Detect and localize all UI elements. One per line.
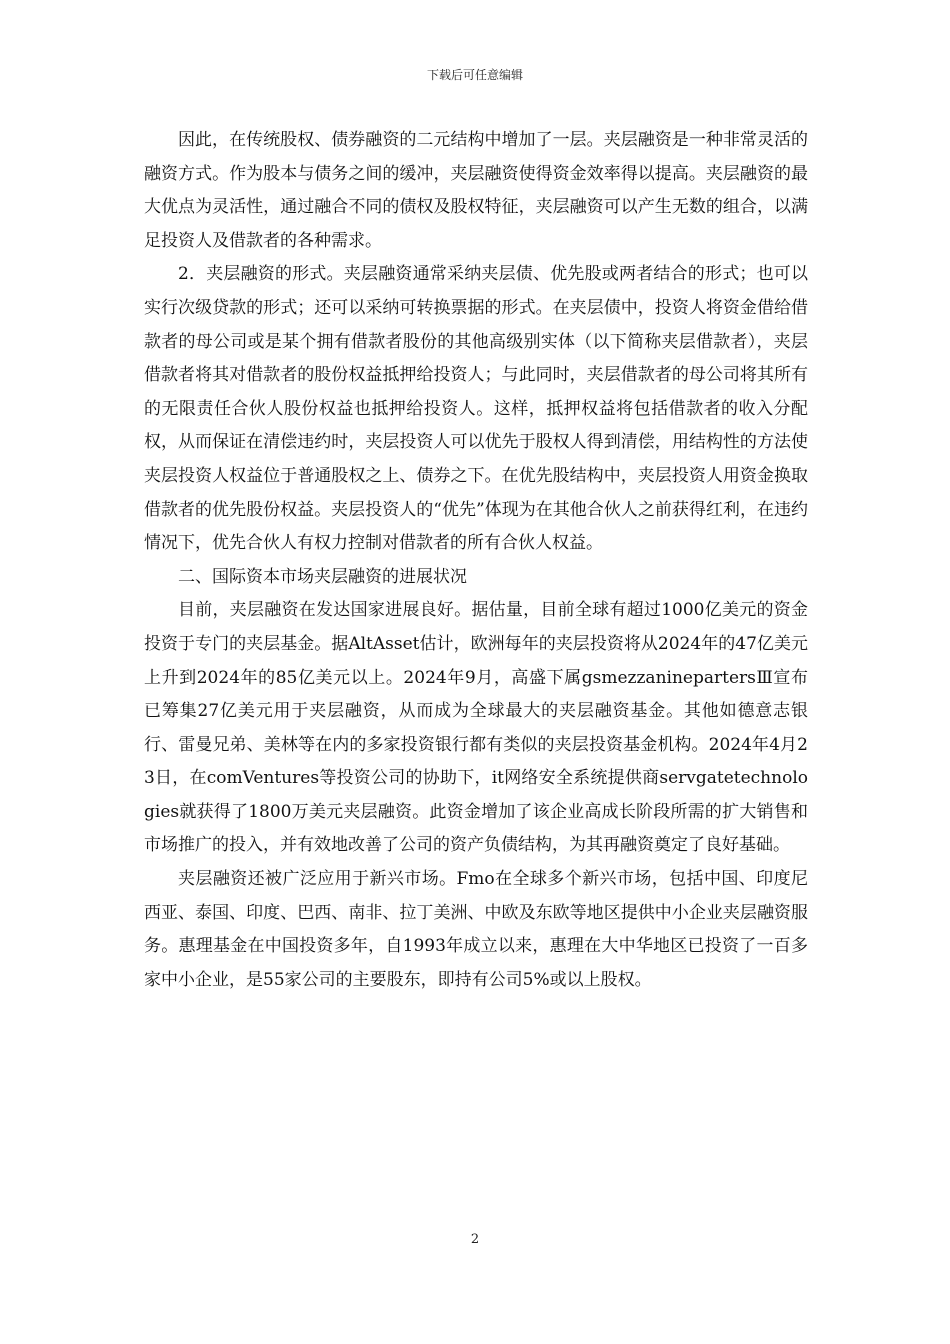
document-body — [144, 124, 808, 997]
paragraph-4: 夹层融资还被广泛应用于新兴市场。Fmo在全球多个新兴市场，包括中国、印度尼西亚、泰国、印度、巴西、南非、拉丁美洲、中欧及东欧等地区提供中小企业夹层融资服务。惠理基金在中国投资多年，自1993年成立以来，惠理在大中华地区已投资了一百多家中小企业，是55家公司的主要股东，即持有公司5%或以上股权。 — [144, 869, 808, 990]
paragraph-1: 因此，在传统股权、债券融资的二元结构中增加了一层。夹层融资是一种非常灵活的融资方式。作为股本与债务之间的缓冲，夹层融资使得资金效率得以提高。夹层融资的最大优点为灵活性，通过融合不同的债权及股权特征，夹层融资可以产生无数的组合，以满足投资人及借款者的各种需求。 — [144, 130, 808, 251]
page-header: 下载后可任意编辑 — [426, 68, 523, 82]
paragraph-3: 目前，夹层融资在发达国家进展良好。据估量，目前全球有超过1000亿美元的资金投资于专门的夹层基金。据AltAsset估计，欧洲每年的夹层投资将从2024年的47亿美元上升到2024年的85亿美元以上。2024年9月，高盛下属gsmezzaninepartersⅢ宣布已筹集27亿美元用于夹层融资，从而成为全球最大的夹层融资基金。其他如德意志银行、雷曼兄弟、美林等在内的多家投资银行都有类似的夹层投资基金机构。2024年4月23日，在comVentures等投资公司的协助下，it网络安全系统提供商servgatetechnologies就获得了1800万美元夹层融资。此资金增加了该企业高成长阶段所需的扩大销售和市场推广的投入，并有效地改善了公司的资产负债结构，为其再融资奠定了良好基础。 — [144, 600, 808, 856]
page-number: 2 — [470, 1232, 480, 1247]
paragraph-2: 2．夹层融资的形式。夹层融资通常采纳夹层债、优先股或两者结合的形式；也可以实行次级贷款的形式；还可以采纳可转换票据的形式。在夹层债中，投资人将资金借给借款者的母公司或是某个拥有借款者股份的其他高级别实体（以下简称夹层借款者），夹层借款者将其对借款者的股份权益抵押给投资人；与此同时，夹层借款者的母公司将其所有的无限责任合伙人股份权益也抵押给投资人。这样，抵押权益将包括借款者的收入分配权，从而保证在清偿违约时，夹层投资人可以优先于股权人得到清偿，用结构性的方法使夹层投资人权益位于普通股权之上、债券之下。在优先股结构中，夹层投资人用资金换取借款者的优先股份权益。夹层投资人的“优先”体现为在其他合伙人之前获得红利，在违约情况下，优先合伙人有权力控制对借款者的所有合伙人权益。 — [144, 264, 808, 554]
section-heading: 二、国际资本市场夹层融资的进展状况 — [178, 566, 467, 587]
